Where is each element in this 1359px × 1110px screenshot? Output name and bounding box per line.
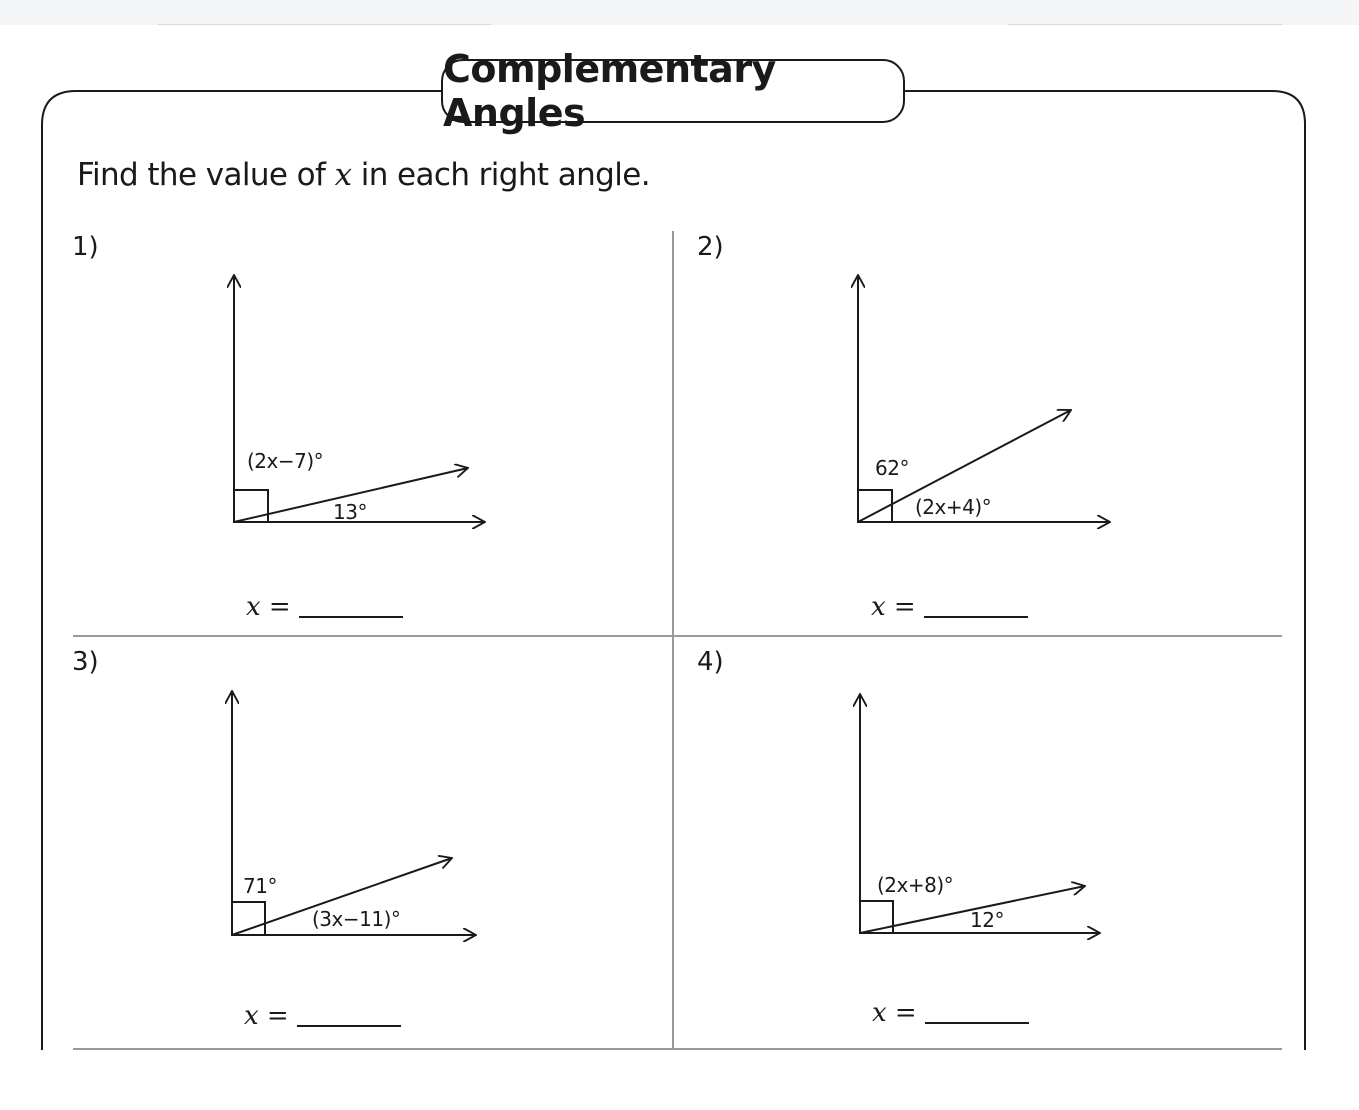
right-angle-marker [860, 901, 893, 933]
instructions-prefix: Find the value of [77, 157, 335, 193]
problem-4-upper-angle-label: (2x+8)° [877, 873, 954, 897]
problem-4-number: 4) [697, 647, 724, 677]
answer-blank[interactable] [925, 1022, 1029, 1024]
angle-diagram-1 [234, 275, 485, 522]
answer-blank[interactable] [299, 616, 403, 618]
problem-1-answer [246, 592, 403, 622]
problem-1-lower-angle-label: 13° [333, 500, 367, 524]
instructions-variable: x [334, 157, 352, 193]
problem-3-number: 3) [72, 647, 99, 677]
problem-1-number: 1) [72, 232, 99, 262]
problem-3-answer [244, 1001, 401, 1031]
viewer-top-strip [0, 0, 1359, 25]
answer-prefix: x = [244, 1001, 289, 1031]
problem-4-answer [872, 998, 1029, 1028]
problem-3-upper-angle-label: 71° [243, 874, 277, 898]
answer-blank[interactable] [924, 616, 1028, 618]
answer-prefix: x = [246, 592, 291, 622]
instructions [77, 157, 650, 193]
answer-prefix: x = [871, 592, 916, 622]
answer-blank[interactable] [297, 1025, 401, 1027]
instructions-suffix: in each right angle. [351, 157, 650, 193]
angle-diagram-2 [858, 275, 1110, 522]
problem-1-upper-angle-label: (2x−7)° [247, 449, 324, 473]
problem-2-number: 2) [697, 232, 724, 262]
worksheet-page [0, 25, 1359, 1110]
problem-4-lower-angle-label: 12° [970, 908, 1004, 932]
problem-3-lower-angle-label: (3x−11)° [312, 907, 401, 931]
answer-prefix: x = [872, 998, 917, 1028]
worksheet-title: Complementary Angles [441, 59, 905, 123]
angle-diagram-4 [860, 694, 1100, 933]
angle-diagram-3 [232, 691, 476, 935]
problem-2-answer [871, 592, 1028, 622]
problem-2-upper-angle-label: 62° [875, 456, 909, 480]
problem-2-lower-angle-label: (2x+4)° [915, 495, 992, 519]
